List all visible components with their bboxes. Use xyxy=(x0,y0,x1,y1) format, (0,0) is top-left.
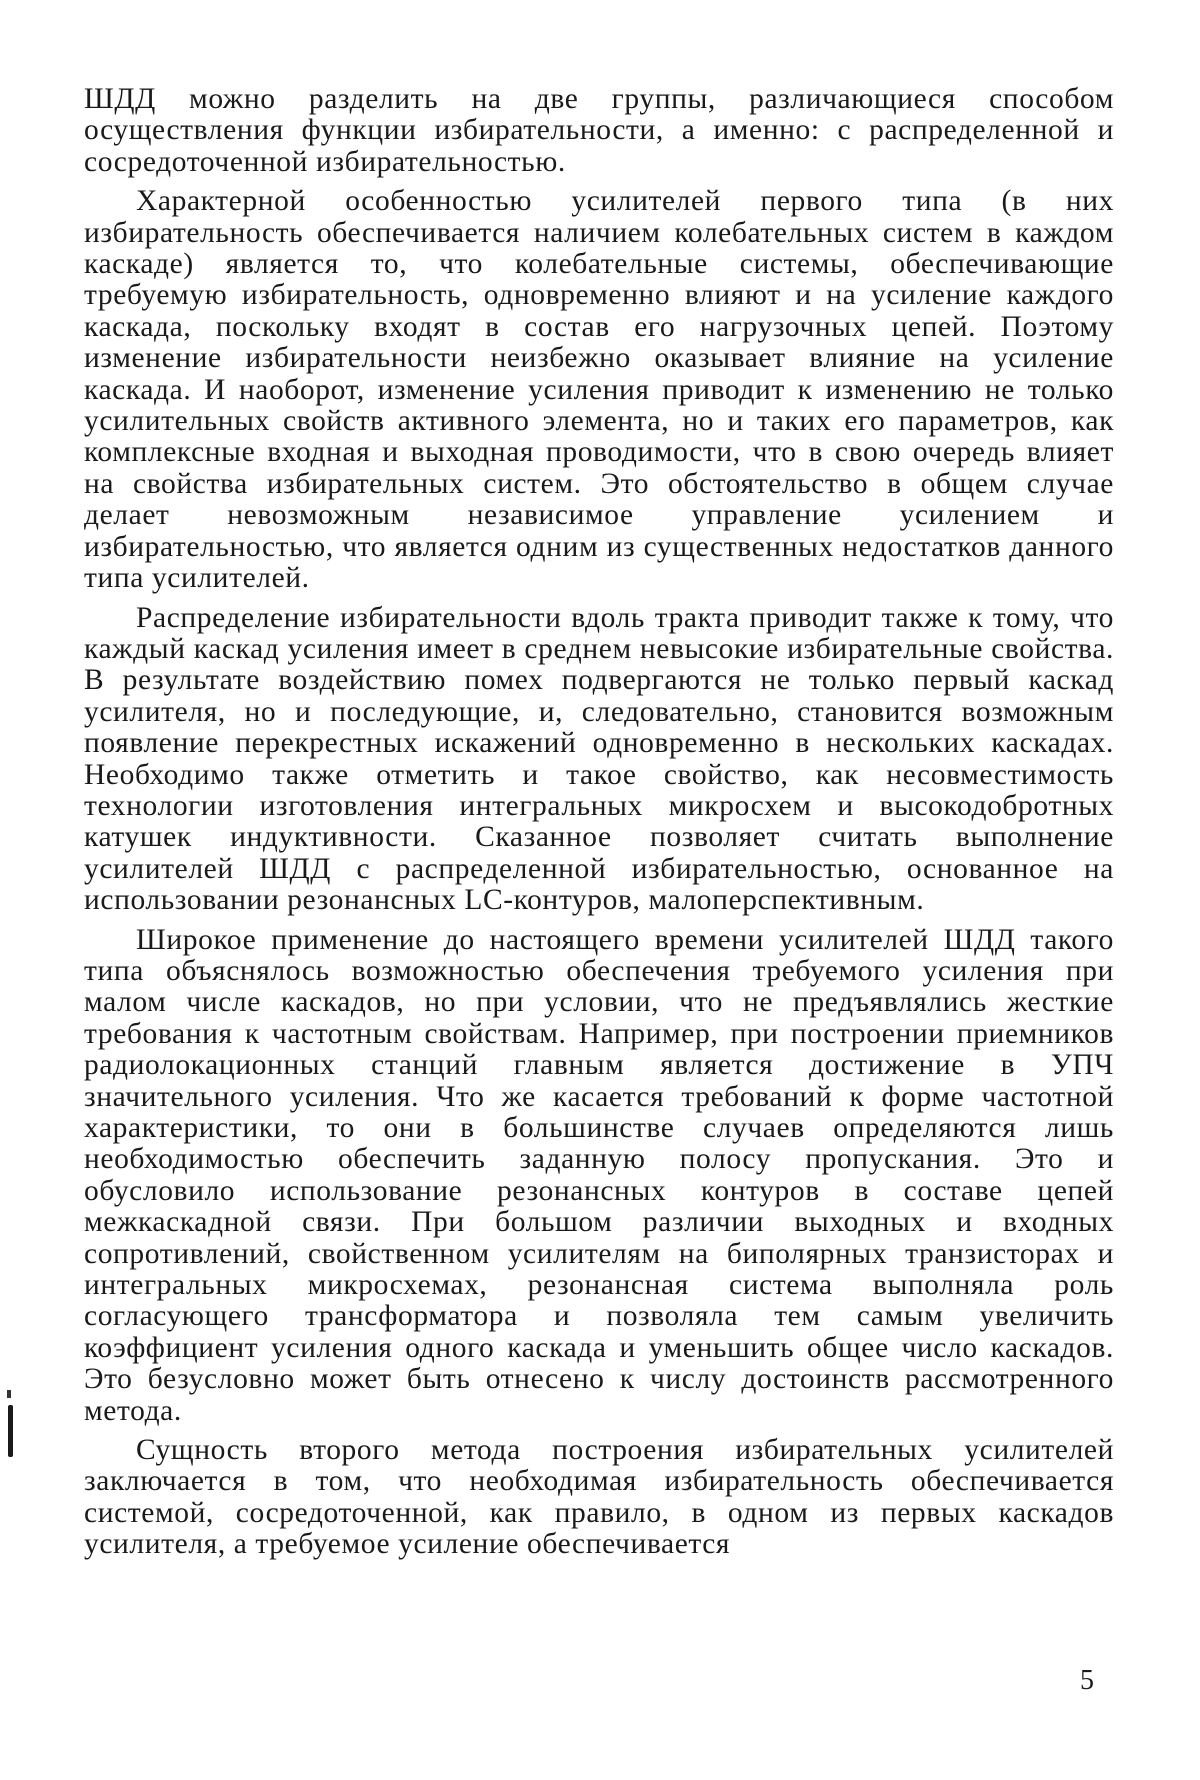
paragraph-4: Широкое применение до настоящего времени усилителей ШДД такого типа объяснялось возможностью обеспечения требуемого усиления при малом числе каскадов, но при условии, что не предъявлялись жесткие требования к частотным свойствам. Например, при построении приемников радиолокационных станций главным является достижение в УПЧ значительного усиления. Что же касается требований к форме частотной характеристики, то они в большинстве случаев определяются лишь необходимостью обеспечить заданную полосу пропускания. Это и обусловило использование резонансных контуров в составе цепей межкаскадной связи. При большом различии выходных и входных сопротивлений, свойственном усилителям на биполярных транзисторах и интегральных микросхемах, резонансная система выполняла роль согласующего трансформатора и позволяла тем самым увеличить коэффициент усиления одного каскада и уменьшить общее число каскадов. Это безусловно может быть отнесено к числу достоинств рассмотренного метода. xyxy=(84,923,1114,1427)
paragraph-5: Сущность второго метода построения избирательных усилителей заключается в том, что необходимая избирательность обеспечивается системой, сосредоточенной, как правило, в одном из первых каскадов усилителя, а требуемое усиление обеспечивается xyxy=(84,1434,1114,1561)
page-body xyxy=(84,84,1114,1569)
margin-speck xyxy=(7,1390,11,1398)
paragraph-2: Характерной особенностью усилителей первого типа (в них избирательность обеспечивается наличием колебательных систем в каждом каскаде) является то, что колебательные системы, обеспечивающие требуемую избирательность, одновременно влияют и на усиление каждого каскада, поскольку входят в состав его нагрузочных цепей. Поэтому изменение избирательности неизбежно оказывает влияние на усиление каскада. И наоборот, изменение усиления приводит к изменению не только усилительных свойств активного элемента, но и таких его параметров, как комплексные входная и выходная проводимости, что в свою очередь влияет на свойства избирательных систем. Это обстоятельство в общем случае делает невозможным независимое управление усилением и избирательностью, что является одним из существенных недостатков данного типа усилителей. xyxy=(84,185,1114,595)
paragraph-3: Распределение избирательности вдоль тракта приводит также к тому, что каждый каскад усиления имеет в среднем невысокие избирательные свойства. В результате воздействию помех подвергаются не только первый каскад усилителя, но и последующие, и, следовательно, становится возможным появление перекрестных искажений одновременно в нескольких каскадах. Необходимо также отметить и такое свойство, как несовместимость технологии изготовления интегральных микросхем и высокодобротных катушек индуктивности. Сказанное позволяет считать выполнение усилителей ШДД с распределенной избирательностью, основанное на использовании резонансных LC-контуров, малоперспективным. xyxy=(84,601,1114,917)
paragraph-1: ШДД можно разделить на две группы, различающиеся способом осуществления функции избирательности, а именно: с распределенной и сосредоточенной избирательностью. xyxy=(84,83,1114,178)
page-number: 5 xyxy=(1080,1665,1094,1696)
margin-mark xyxy=(8,1405,13,1457)
